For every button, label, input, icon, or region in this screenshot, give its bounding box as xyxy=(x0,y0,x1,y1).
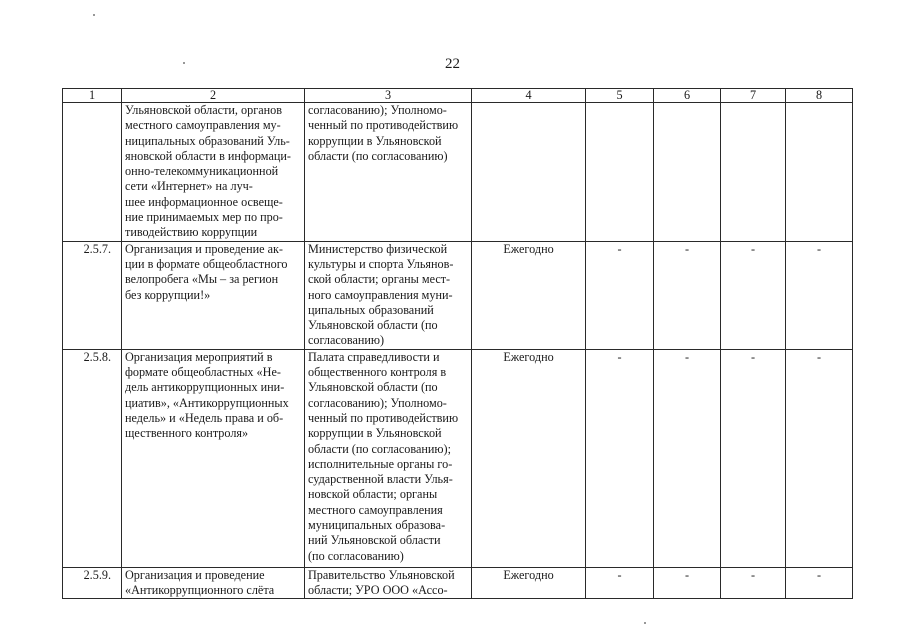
item-action: Организация и проведение «Антикоррупционного слёта xyxy=(122,567,305,599)
item-term: Ежегодно xyxy=(472,349,586,567)
item-col6: - xyxy=(654,349,721,567)
item-col6: - xyxy=(654,567,721,599)
table-row xyxy=(63,103,853,242)
header-cell: 6 xyxy=(654,89,721,103)
item-col7: - xyxy=(721,567,786,599)
item-number: 2.5.8. xyxy=(63,349,122,567)
item-responsible: согласованию); Уполномо- ченный по противодействию коррупции в Ульяновской области (по согласованию) xyxy=(305,103,472,242)
item-col7: - xyxy=(721,349,786,567)
header-cell: 3 xyxy=(305,89,472,103)
page-number: 22 xyxy=(445,56,460,72)
item-col8: - xyxy=(786,241,853,349)
item-col8 xyxy=(786,103,853,242)
plan-table xyxy=(62,88,853,599)
header-cell: 7 xyxy=(721,89,786,103)
item-col5: - xyxy=(586,241,654,349)
table-row xyxy=(63,349,853,567)
table-row xyxy=(63,241,853,349)
item-action: Организация и проведение ак- ции в формате общеобластного велопробега «Мы – за регион без коррупции!» xyxy=(122,241,305,349)
item-col7 xyxy=(721,103,786,242)
header-cell: 5 xyxy=(586,89,654,103)
item-col5: - xyxy=(586,349,654,567)
item-responsible: Палата справедливости и общественного контроля в Ульяновской области (по согласованию); Уполномо- ченный по противодействию коррупции в Ульяновской области (по согласованию); исполнительные органы го- сударственной власти Улья- новской области; органы местного самоуправления муниципальных образова- ний Ульяновской области (по согласованию) xyxy=(305,349,472,567)
item-action: Организация мероприятий в формате общеобластных «Не- дель антикоррупционных ини- циатив», «Антикоррупционных недель» и «Недель права и об- щественного контроля» xyxy=(122,349,305,567)
header-cell: 2 xyxy=(122,89,305,103)
item-col5 xyxy=(586,103,654,242)
item-term: Ежегодно xyxy=(472,241,586,349)
item-col5: - xyxy=(586,567,654,599)
header-cell: 4 xyxy=(472,89,586,103)
scan-speck xyxy=(93,14,95,16)
item-col8: - xyxy=(786,567,853,599)
item-number: 2.5.9. xyxy=(63,567,122,599)
item-number xyxy=(63,103,122,242)
item-responsible: Министерство физической культуры и спорта Ульянов- ской области; органы мест- ного самоуправления муни- ципальных образований Ульяновской области (по согласованию) xyxy=(305,241,472,349)
item-term xyxy=(472,103,586,242)
header-cell: 8 xyxy=(786,89,853,103)
item-term: Ежегодно xyxy=(472,567,586,599)
item-number: 2.5.7. xyxy=(63,241,122,349)
item-responsible: Правительство Ульяновской области; УРО ООО «Ассо- xyxy=(305,567,472,599)
item-col7: - xyxy=(721,241,786,349)
header-cell: 1 xyxy=(63,89,122,103)
scan-speck xyxy=(183,62,185,64)
item-col6 xyxy=(654,103,721,242)
table-row xyxy=(63,567,853,599)
scan-speck xyxy=(644,622,646,624)
item-action: Ульяновской области, органов местного самоуправления му- ниципальных образований Уль- яновской области в информаци- онно-телекоммуникационной сети «Интернет» на луч- шее информационное освеще- ние принимаемых мер по про- тиводействию коррупции xyxy=(122,103,305,242)
item-col8: - xyxy=(786,349,853,567)
header-row xyxy=(63,89,853,103)
item-col6: - xyxy=(654,241,721,349)
